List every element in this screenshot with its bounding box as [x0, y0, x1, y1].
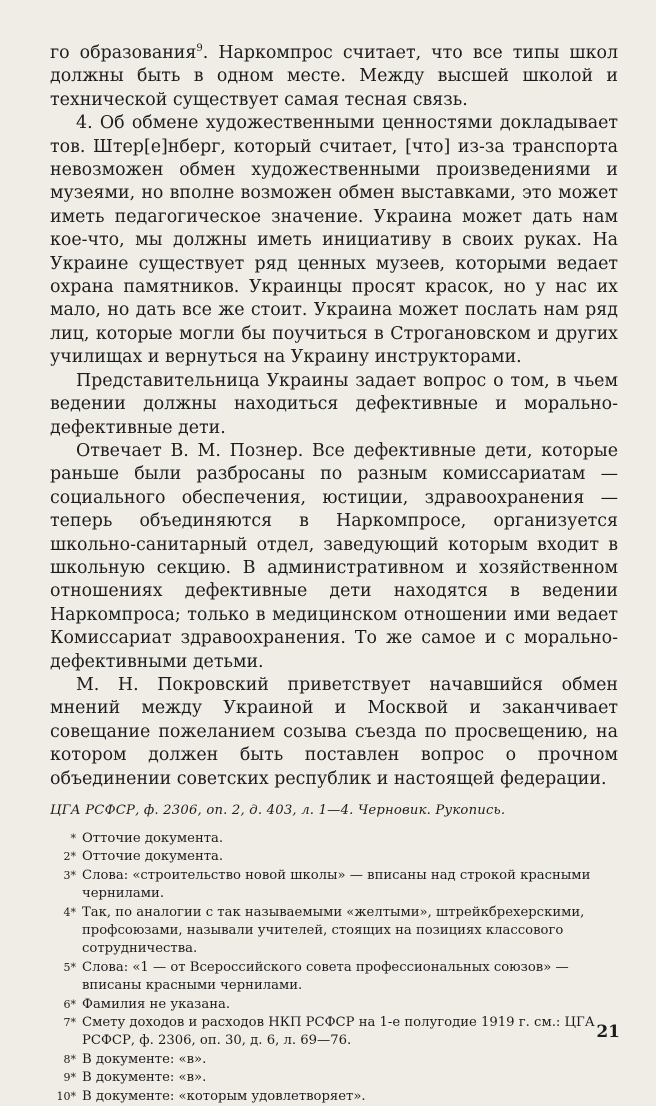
- footnote: [50, 996, 618, 1014]
- paragraph-5: М. Н. Покровский приветствует начавшийся обмен мнений между Украиной и Москвой и заканчивает совещание пожеланием созыва съезда по просвещению, на котором должен быть поставлен вопрос о прочном объединении советских республик и настоящей федерации.: [50, 674, 618, 789]
- paragraph-4: Отвечает В. М. Познер. Все дефективные дети, которые раньше были разбросаны по разным комиссариатам — социального обеспечения, юстиции, здравоохранения — теперь объединяются в Наркомпросе, организуется школьно-санитарный отдел, заведующий которым входит в школьную секцию. В административном и хозяйственном отношениях дефективные дети находятся в ведении Наркомпроса; только в медицинском отношении ими ведает Комиссариат здравоохранения. То же самое и с морально-дефективными детьми.: [50, 440, 618, 672]
- footnote: [50, 904, 618, 959]
- paragraph-1-start: го образования: [50, 43, 197, 63]
- footnote-text: Слова: «1 — от Всероссийского совета профессиональных союзов» — вписаны красными чернилами.: [82, 959, 569, 994]
- footnote-text: Отточие документа.: [82, 849, 224, 865]
- footnote-text: Фамилия не указана.: [82, 996, 231, 1012]
- footnote-text: Смету доходов и расходов НКП РСФСР на 1-е полугодие 1919 г. см.: ЦГА РСФСР, ф. 2306, оп. 30, д. 6, л. 69—76.: [82, 1015, 595, 1049]
- footnote-text: Отточие документа.: [82, 831, 224, 846]
- page: [50, 42, 618, 1106]
- footnote: [50, 1088, 618, 1106]
- footnote-mark: 4*: [63, 905, 76, 919]
- footnote-mark: *: [70, 832, 76, 845]
- footnote-ref-9: 9: [196, 43, 203, 55]
- footnote-mark: 5*: [63, 960, 76, 974]
- page-number: 21: [596, 1022, 620, 1042]
- footnote-text: Слова: «строительство новой школы» — вписаны над строкой красными чернилами.: [82, 867, 591, 902]
- footnote-mark: 3*: [63, 868, 76, 882]
- footnote-mark: 2*: [63, 850, 76, 864]
- footnote: [50, 959, 618, 996]
- footnote: [50, 1069, 618, 1087]
- footnotes: [50, 830, 618, 1106]
- paragraph-3: Представительница Украины задает вопрос о том, в чьем ведении должны находиться дефективные и морально-дефективные дети.: [50, 370, 618, 438]
- footnote-mark: 7*: [63, 1016, 76, 1030]
- footnote: [50, 867, 618, 904]
- footnote-text: В документе: «в».: [82, 1051, 207, 1067]
- footnote-text: В документе: «которым удовлетворяет».: [82, 1088, 366, 1104]
- footnote: [50, 1014, 618, 1051]
- paragraph-1-rest: . Наркомпрос считает, что все типы школ должны быть в одном месте. Между высшей школой и технической существует самая тесная связь.: [50, 43, 618, 110]
- footnote: [50, 1051, 618, 1069]
- footnote: [50, 830, 618, 848]
- archive-source: ЦГА РСФСР, ф. 2306, оп. 2, д. 403, л. 1—4. Черновик. Рукопись.: [50, 803, 506, 818]
- footnote-mark: 8*: [63, 1052, 76, 1066]
- footnote-text: В документе: «в».: [82, 1070, 207, 1086]
- paragraph-1: [50, 42, 618, 112]
- footnote-mark: 6*: [63, 997, 76, 1011]
- footnote: [50, 848, 618, 866]
- footnote-text: Так, по аналогии с так называемыми «желтыми», штрейкбрехерскими, профсоюзами, называли учителей, стоящих на позициях классового сотрудничества.: [82, 904, 585, 957]
- main-text: [50, 42, 618, 791]
- footnote-mark: 10*: [56, 1089, 76, 1103]
- footnote-mark: 9*: [63, 1071, 76, 1085]
- paragraph-2: 4. Об обмене художественными ценностями докладывает тов. Штер[е]нберг, который считает, [что] из-за транспорта невозможен обмен художественными произведениями и музеями, но вполне возможен обмен выставками, это может иметь педагогическое значение. Украина может дать нам кое-что, мы должны иметь инициативу в своих руках. На Украине существует ряд ценных музеев, которыми ведает охрана памятников. Украинцы просят красок, но у нас их мало, но дать все же стоит. Украина может послать нам ряд лиц, которые могли бы поучиться в Строгановском и других училищах и вернуться на Украину инструкторами.: [50, 113, 618, 368]
